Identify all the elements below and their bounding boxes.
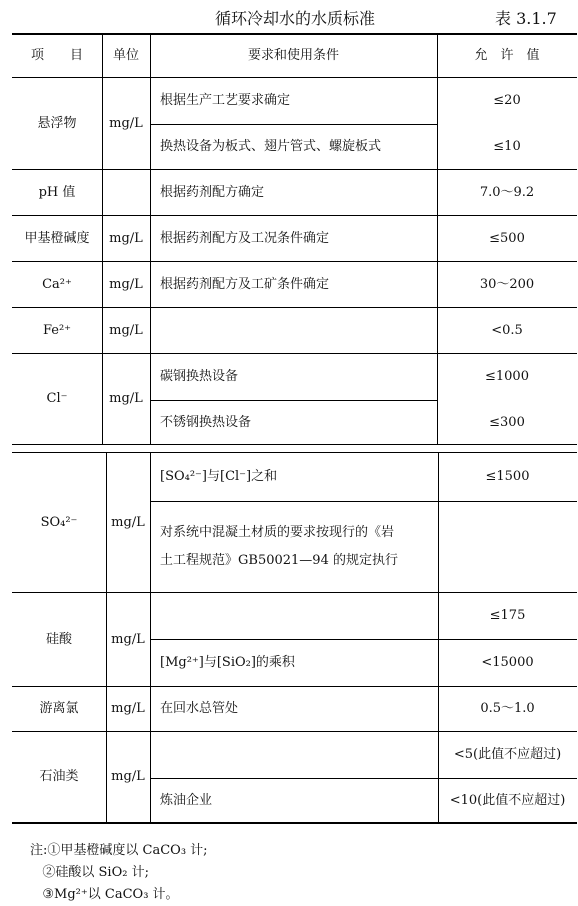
- row-value: ≤20: [493, 93, 521, 108]
- row-value: [438, 502, 577, 592]
- row-item: Cl⁻: [46, 391, 68, 406]
- title-row: [0, 6, 578, 30]
- row-value: ≤500: [489, 230, 525, 246]
- row-unit: mg/L: [109, 276, 143, 292]
- table-number: 表 3.1.7: [495, 9, 557, 28]
- row-item: 游离氯: [39, 701, 79, 716]
- rule: [12, 444, 577, 445]
- row-unit: mg/L: [109, 115, 143, 131]
- row-condition: 换热设备为板式、翅片管式、螺旋板式: [160, 139, 382, 154]
- note-line: ③Mg²⁺以 CaCO₃ 计。: [30, 887, 179, 902]
- row-item: 甲基橙碱度: [24, 230, 90, 246]
- row-value: 30～200: [479, 276, 535, 292]
- row-unit: mg/L: [109, 230, 143, 246]
- row-value: <0.5: [491, 322, 523, 338]
- row-condition: [150, 308, 437, 353]
- header-item: 项 目: [30, 47, 83, 63]
- row-unit: mg/L: [111, 701, 145, 716]
- row-condition: [SO₄²⁻]与[Cl⁻]之和: [160, 469, 278, 484]
- row-condition: [Mg²⁺]与[SiO₂]的乘积: [160, 655, 295, 670]
- row-condition: 根据药剂配方及工矿条件确定: [160, 276, 330, 292]
- row-value: ≤300: [489, 414, 525, 430]
- row-condition: 不锈钢换热设备: [160, 414, 252, 430]
- row-item: 硅酸: [45, 631, 72, 647]
- row-value: <10(此值不应超过): [449, 792, 566, 808]
- row-condition: 炼油企业: [160, 792, 213, 808]
- row-unit: mg/L: [109, 391, 143, 406]
- row-item: SO₄²⁻: [40, 514, 78, 530]
- row-value: 0.5～1.0: [480, 701, 535, 716]
- row-value: <5(此值不应超过): [453, 747, 562, 762]
- row-value: <15000: [481, 655, 534, 670]
- row-condition: 根据生产工艺要求确定: [160, 93, 291, 108]
- row-value: ≤1000: [485, 369, 529, 384]
- header-unit: 单位: [112, 47, 139, 63]
- header-value: 允 许 值: [474, 47, 540, 63]
- row-unit: mg/L: [111, 769, 145, 784]
- row-unit: mg/L: [111, 631, 145, 647]
- row-item: 石油类: [39, 769, 79, 784]
- row-unit: mg/L: [109, 322, 143, 338]
- header-condition: 要求和使用条件: [247, 47, 339, 63]
- row-value: 7.0～9.2: [479, 184, 535, 200]
- row-condition: [150, 732, 438, 778]
- row-condition: 根据药剂配方确定: [160, 184, 265, 200]
- rule-bottom: [12, 822, 577, 824]
- row-condition: [150, 593, 438, 639]
- row-item: Fe²⁺: [42, 322, 72, 338]
- row-value: ≤175: [489, 608, 526, 623]
- row-unit: [102, 170, 150, 215]
- table-notes: [30, 840, 208, 906]
- note-line: 注:①甲基橙碱度以 CaCO₃ 计;: [30, 843, 208, 858]
- row-unit: mg/L: [111, 514, 145, 530]
- row-item: 悬浮物: [37, 115, 77, 131]
- row-condition: 碳钢换热设备: [160, 369, 239, 384]
- condition-line: 对系统中混凝土材质的要求按现行的《岩: [160, 525, 395, 540]
- table-title: 循环冷却水的水质标准: [215, 9, 376, 28]
- row-condition: 根据药剂配方及工况条件确定: [160, 230, 330, 246]
- row-condition-multiline: [150, 502, 438, 592]
- row-item: Ca²⁺: [42, 276, 72, 292]
- condition-line: 土工程规范》GB50021—94 的规定执行: [160, 553, 398, 568]
- row-value: ≤1500: [485, 469, 530, 484]
- row-item: pH 值: [38, 184, 76, 200]
- row-value: ≤10: [493, 139, 521, 154]
- row-condition: 在回水总管处: [160, 701, 239, 716]
- note-line: ②硅酸以 SiO₂ 计;: [30, 865, 149, 880]
